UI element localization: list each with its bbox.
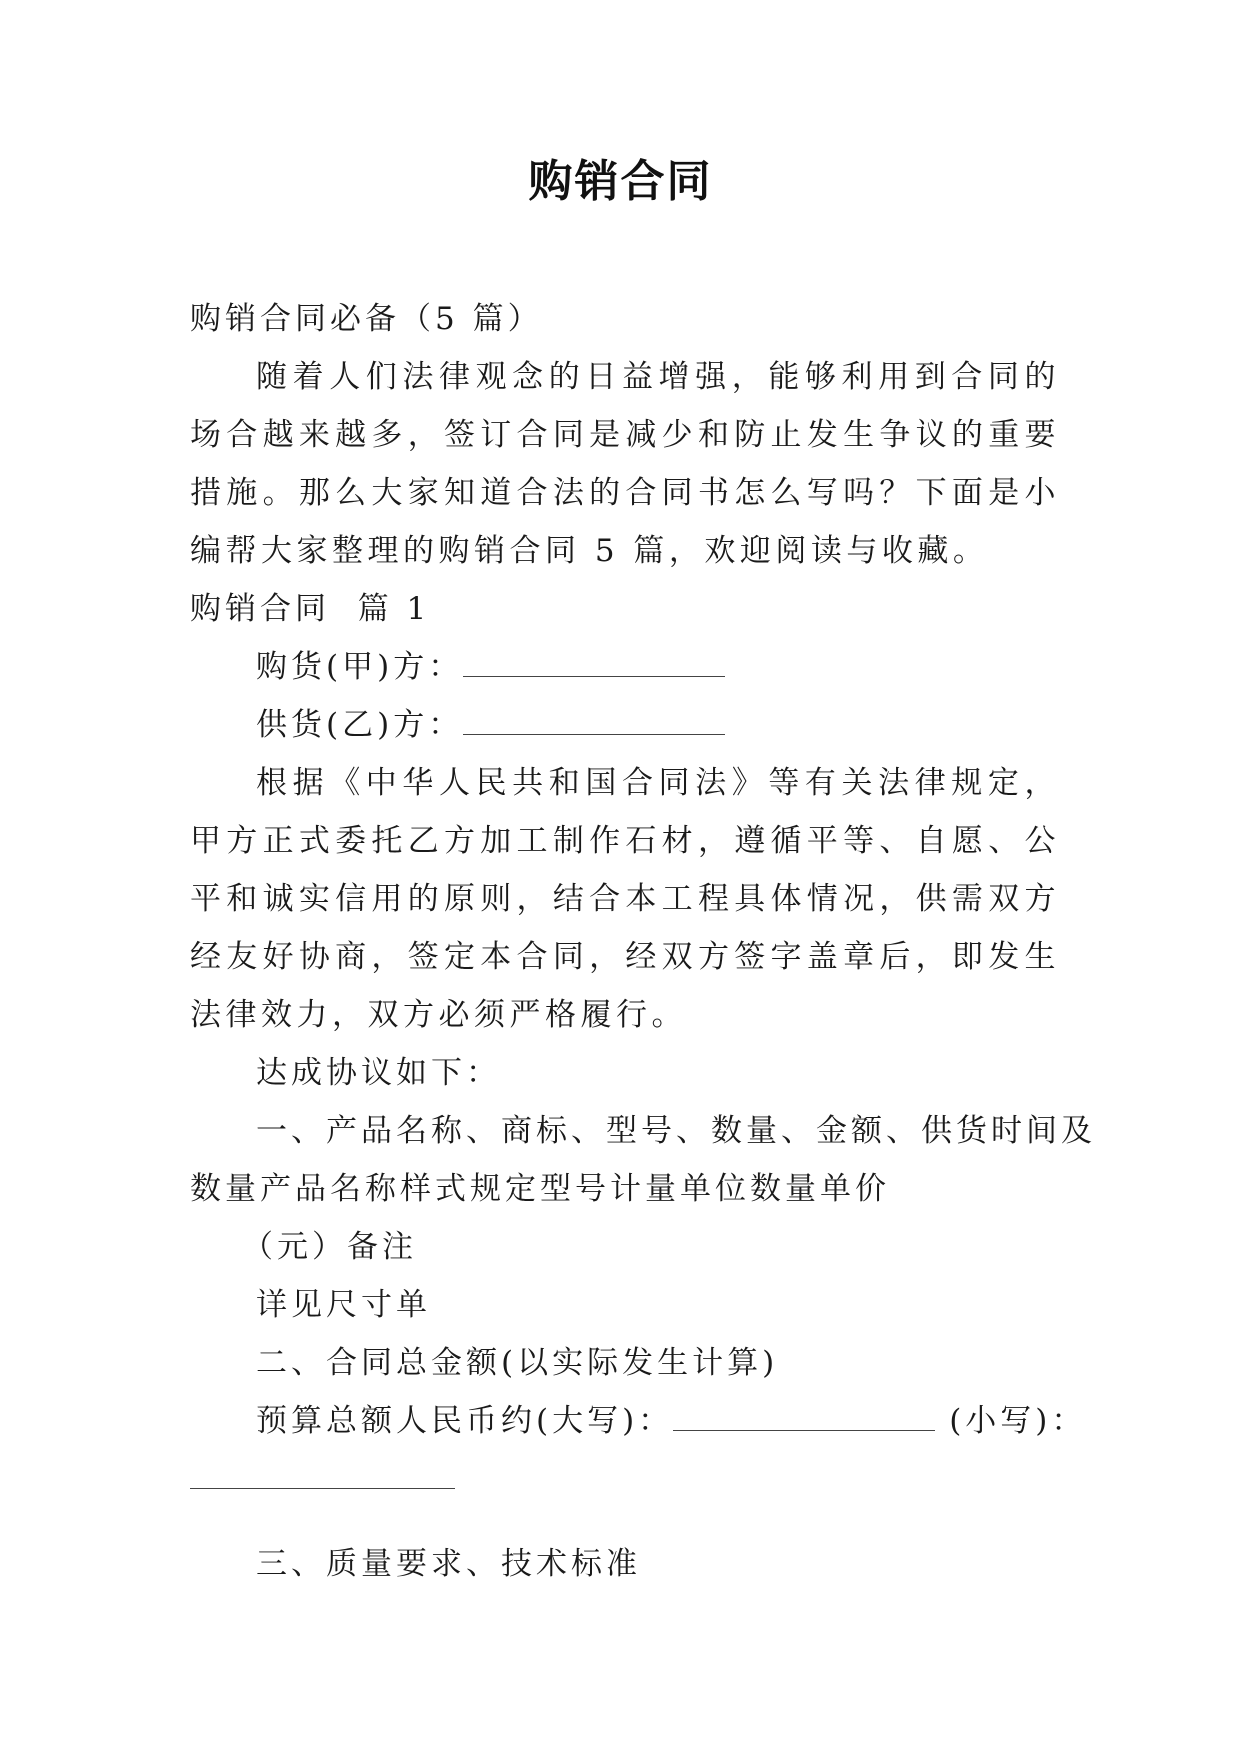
budget-blank-small	[190, 1488, 455, 1489]
clause3-heading: 三、质量要求、技术标准	[256, 1546, 641, 1582]
section-heading: 购销合同 篇 1	[190, 591, 431, 627]
clause1-line1: 一、产品名称、商标、型号、数量、金额、供货时间及	[256, 1113, 1096, 1149]
budget-blank-large	[673, 1396, 935, 1431]
document-title: 购销合同	[528, 156, 713, 207]
subtitle: 购销合同必备（5 篇）	[190, 301, 543, 337]
seller-line	[190, 696, 1060, 754]
agreement-line: 达成协议如下：	[256, 1055, 501, 1091]
budget-line	[190, 1392, 1087, 1450]
seller-label: 供货(乙)方：	[256, 707, 464, 743]
intro-paragraph: 随着人们法律观念的日益增强，能够利用到合同的场合越来越多，签订合同是减少和防止发生争议的重要措施。那么大家知道合法的合同书怎么写吗？下面是小编帮大家整理的购销合同 5 篇，欢迎阅读与收藏。	[190, 359, 1060, 569]
clause1-line4: 详见尺寸单	[256, 1287, 431, 1323]
budget-small-label: (小写)：	[949, 1403, 1087, 1439]
clause1-line3: （元）备注	[242, 1229, 417, 1265]
seller-blank	[463, 700, 725, 735]
preamble-paragraph: 根据《中华人民共和国合同法》等有关法律规定，甲方正式委托乙方加工制作石材，遵循平等、自愿、公平和诚实信用的原则，结合本工程具体情况，供需双方经友好协商，签定本合同，经双方签字盖章后，即发生法律效力，双方必须严格履行。	[190, 765, 1060, 1033]
buyer-blank	[463, 642, 725, 677]
document-body	[190, 290, 1096, 1593]
buyer-line	[190, 638, 1060, 696]
budget-prefix: 预算总额人民币约(大写)：	[256, 1403, 674, 1439]
clause1-line2: 数量产品名称样式规定型号计量单位数量单价	[190, 1171, 890, 1207]
clause2-heading: 二、合同总金额(以实际发生计算)	[256, 1345, 779, 1381]
buyer-label: 购货(甲)方：	[256, 649, 464, 685]
